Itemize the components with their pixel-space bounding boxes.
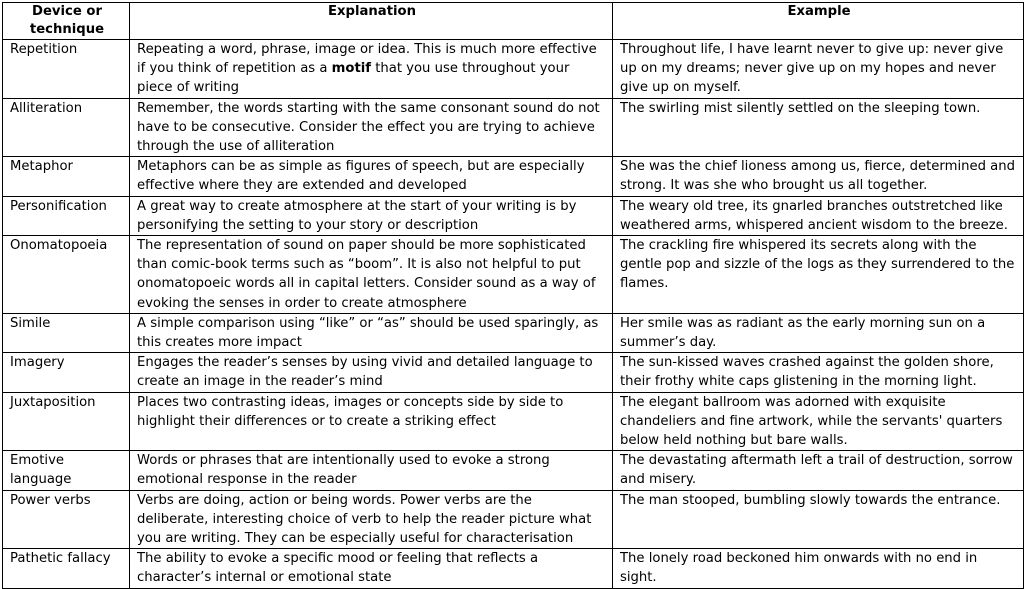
example-cell: The crackling fire whispered its secrets along with the gentle pop and sizzle of the logs as they surrendered to the flames.	[613, 236, 1024, 314]
example-cell: The elegant ballroom was adorned with exquisite chandeliers and fine artwork, while the servants' quarters below held nothing but bare walls.	[613, 392, 1024, 451]
device-cell: Alliteration	[3, 98, 130, 157]
table-row	[3, 98, 1024, 157]
device-cell: Simile	[3, 313, 130, 352]
explanation-cell: A great way to create atmosphere at the start of your writing is by personifying the setting to your story or description	[130, 196, 613, 235]
example-cell: The swirling mist silently settled on the sleeping town.	[613, 98, 1024, 157]
example-cell: The weary old tree, its gnarled branches outstretched like weathered arms, whispered ancient wisdom to the breeze.	[613, 196, 1024, 235]
header-device: Device or technique	[3, 3, 130, 40]
explanation-cell: Words or phrases that are intentionally used to evoke a strong emotional response in the reader	[130, 451, 613, 490]
explanation-cell: The ability to evoke a specific mood or feeling that reflects a character’s internal or emotional state	[130, 549, 613, 588]
table-row	[3, 236, 1024, 314]
device-cell: Repetition	[3, 40, 130, 99]
table-row	[3, 157, 1024, 196]
explanation-text: Repeating a word, phrase, image or idea. This is much more effective if you think of repetition as a	[137, 42, 597, 77]
table-row	[3, 549, 1024, 588]
table-row	[3, 313, 1024, 352]
device-cell: Power verbs	[3, 490, 130, 549]
header-row	[3, 3, 1024, 40]
table-row	[3, 196, 1024, 235]
explanation-cell: Metaphors can be as simple as figures of speech, but are especially effective where they are extended and developed	[130, 157, 613, 196]
explanation-cell: Places two contrasting ideas, images or concepts side by side to highlight their differences or to create a striking effect	[130, 392, 613, 451]
example-cell: The man stooped, bumbling slowly towards the entrance.	[613, 490, 1024, 549]
explanation-cell: Verbs are doing, action or being words. Power verbs are the deliberate, interesting choice of verb to help the reader picture what you are writing. They can be especially useful for characterisation	[130, 490, 613, 549]
explanation-cell: Remember, the words starting with the same consonant sound do not have to be consecutive. Consider the effect you are trying to achieve through the use of alliteration	[130, 98, 613, 157]
table-row	[3, 353, 1024, 392]
device-cell: Emotive language	[3, 451, 130, 490]
example-cell: The lonely road beckoned him onwards with no end in sight.	[613, 549, 1024, 588]
literary-devices-table	[2, 2, 1024, 589]
explanation-cell: Engages the reader’s senses by using vivid and detailed language to create an image in the reader’s mind	[130, 353, 613, 392]
device-cell: Imagery	[3, 353, 130, 392]
example-cell: The sun-kissed waves crashed against the golden shore, their frothy white caps glistening in the morning light.	[613, 353, 1024, 392]
table-row	[3, 451, 1024, 490]
device-cell: Juxtaposition	[3, 392, 130, 451]
explanation-text: that you use throughout your piece of writing	[137, 61, 570, 96]
device-cell: Onomatopoeia	[3, 236, 130, 314]
device-cell: Pathetic fallacy	[3, 549, 130, 588]
explanation-cell	[130, 40, 613, 99]
device-cell: Personification	[3, 196, 130, 235]
example-cell: Throughout life, I have learnt never to give up: never give up on my dreams; never give up on my hopes and never give up on myself.	[613, 40, 1024, 99]
table-row	[3, 40, 1024, 99]
explanation-cell: The representation of sound on paper should be more sophisticated than comic-book terms such as “boom”. It is also not helpful to put onomatopoeic words all in capital letters. Consider sound as a way of evoking the senses in order to create atmosphere	[130, 236, 613, 314]
example-cell: Her smile was as radiant as the early morning sun on a summer’s day.	[613, 313, 1024, 352]
table-row	[3, 490, 1024, 549]
example-cell: She was the chief lioness among us, fierce, determined and strong. It was she who brought us all together.	[613, 157, 1024, 196]
header-example: Example	[613, 3, 1024, 40]
explanation-bold-text: motif	[331, 61, 372, 77]
table-row	[3, 392, 1024, 451]
example-cell: The devastating aftermath left a trail of destruction, sorrow and misery.	[613, 451, 1024, 490]
explanation-cell: A simple comparison using “like” or “as” should be used sparingly, as this creates more impact	[130, 313, 613, 352]
header-explanation: Explanation	[130, 3, 613, 40]
device-cell: Metaphor	[3, 157, 130, 196]
